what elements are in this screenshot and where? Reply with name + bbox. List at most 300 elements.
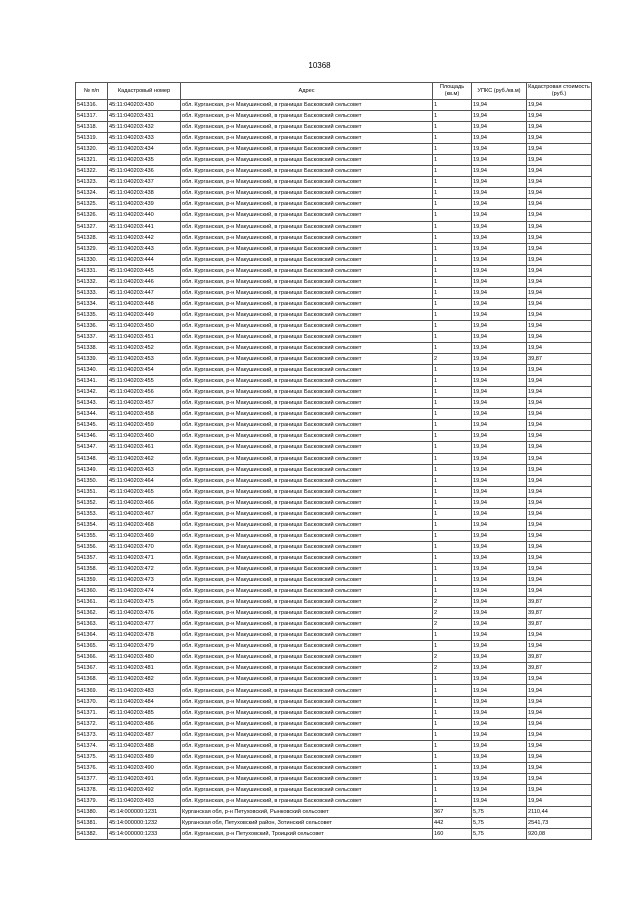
address-cell: обл. Курганская, р-н Макушинский, в границах Басковский сельсовет [181,188,433,199]
cadastral-cost-cell: 19,94 [527,586,592,597]
cadastral-cost-cell: 19,94 [527,298,592,309]
table-row [76,365,592,376]
row-number-cell: 541368. [76,674,108,685]
row-number-cell: 541321. [76,155,108,166]
upks-cell: 19,94 [472,541,527,552]
cadastral-number-cell: 45:11:040203:455 [108,376,181,387]
row-number-cell: 541363. [76,619,108,630]
cadastral-cost-cell: 19,94 [527,784,592,795]
cadastral-number-cell: 45:11:040203:431 [108,111,181,122]
table-row [76,729,592,740]
area-cell: 1 [433,177,472,188]
upks-cell: 19,94 [472,221,527,232]
row-number-cell: 541365. [76,641,108,652]
table-row [76,575,592,586]
row-number-cell: 541342. [76,387,108,398]
row-number-cell: 541380. [76,807,108,818]
address-cell: обл. Курганская, р-н Макушинский, в границах Басковский сельсовет [181,210,433,221]
table-row [76,541,592,552]
table-row [76,431,592,442]
address-cell: обл. Курганская, р-н Макушинский, в границах Басковский сельсовет [181,795,433,806]
address-cell: обл. Курганская, р-н Макушинский, в границах Басковский сельсовет [181,199,433,210]
area-cell: 1 [433,210,472,221]
area-cell: 1 [433,144,472,155]
address-cell: обл. Курганская, р-н Макушинский, в границах Басковский сельсовет [181,497,433,508]
address-cell: обл. Курганская, р-н Макушинский, в границах Басковский сельсовет [181,431,433,442]
cadastral-cost-cell: 19,94 [527,122,592,133]
cadastral-cost-cell: 19,94 [527,641,592,652]
cadastral-value-table [75,82,592,840]
area-cell: 1 [433,243,472,254]
row-number-cell: 541349. [76,464,108,475]
row-number-cell: 541332. [76,276,108,287]
area-cell: 1 [433,762,472,773]
table-row [76,773,592,784]
address-cell: обл. Курганская, р-н Макушинский, в границах Басковский сельсовет [181,309,433,320]
upks-cell: 19,94 [472,254,527,265]
row-number-cell: 541366. [76,652,108,663]
table-row [76,243,592,254]
address-cell: обл. Курганская, р-н Макушинский, в границах Басковский сельсовет [181,773,433,784]
address-cell: обл. Курганская, р-н Макушинский, в границах Басковский сельсовет [181,100,433,111]
row-number-cell: 541373. [76,729,108,740]
row-number-cell: 541372. [76,718,108,729]
cadastral-number-cell: 45:11:040203:448 [108,298,181,309]
row-number-cell: 541319. [76,133,108,144]
table-row [76,829,592,840]
table-row [76,287,592,298]
area-cell: 1 [433,309,472,320]
cadastral-cost-cell: 39,87 [527,619,592,630]
table-row [76,354,592,365]
area-cell: 2 [433,619,472,630]
address-cell: обл. Курганская, р-н Макушинский, в границах Басковский сельсовет [181,398,433,409]
upks-cell: 19,94 [472,519,527,530]
upks-cell: 19,94 [472,707,527,718]
upks-cell: 19,94 [472,243,527,254]
cadastral-cost-cell: 19,94 [527,685,592,696]
page-number: 10368 [308,61,331,70]
cadastral-cost-cell: 19,94 [527,552,592,563]
address-cell: обл. Курганская, р-н Макушинский, в границах Басковский сельсовет [181,144,433,155]
cadastral-cost-cell: 19,94 [527,398,592,409]
row-number-cell: 541325. [76,199,108,210]
cadastral-cost-cell: 19,94 [527,541,592,552]
area-cell: 1 [433,795,472,806]
upks-cell: 19,94 [472,320,527,331]
address-cell: обл. Курганская, р-н Макушинский, в границах Басковский сельсовет [181,331,433,342]
row-number-cell: 541326. [76,210,108,221]
address-cell: обл. Курганская, р-н Макушинский, в границах Басковский сельсовет [181,254,433,265]
row-number-cell: 541334. [76,298,108,309]
address-cell: обл. Курганская, р-н Петуховский, Троицкий сельсовет [181,829,433,840]
address-cell: обл. Курганская, р-н Макушинский, в границах Басковский сельсовет [181,586,433,597]
upks-cell: 19,94 [472,155,527,166]
table-row [76,265,592,276]
cadastral-number-cell: 45:11:040203:436 [108,166,181,177]
cadastral-number-cell: 45:11:040203:488 [108,740,181,751]
cadastral-cost-cell: 19,94 [527,674,592,685]
upks-cell: 19,94 [472,387,527,398]
row-number-cell: 541377. [76,773,108,784]
cadastral-number-cell: 45:11:040203:450 [108,320,181,331]
table-row [76,453,592,464]
upks-cell: 19,94 [472,575,527,586]
address-cell: обл. Курганская, р-н Макушинский, в границах Басковский сельсовет [181,155,433,166]
row-number-cell: 541347. [76,442,108,453]
cadastral-number-cell: 45:11:040203:459 [108,420,181,431]
cadastral-cost-cell: 19,94 [527,387,592,398]
cadastral-number-cell: 45:11:040203:475 [108,597,181,608]
area-cell: 1 [433,320,472,331]
cadastral-cost-cell: 19,94 [527,453,592,464]
area-cell: 1 [433,166,472,177]
row-number-cell: 541370. [76,696,108,707]
cadastral-cost-cell: 19,94 [527,287,592,298]
upks-cell: 19,94 [472,608,527,619]
cadastral-number-cell: 45:11:040203:443 [108,243,181,254]
cadastral-cost-cell: 19,94 [527,519,592,530]
area-cell: 1 [433,464,472,475]
upks-cell: 19,94 [472,298,527,309]
cadastral-cost-cell: 19,94 [527,630,592,641]
cadastral-number-cell: 45:11:040203:457 [108,398,181,409]
cadastral-number-cell: 45:11:040203:479 [108,641,181,652]
cadastral-number-cell: 45:11:040203:478 [108,630,181,641]
address-cell: обл. Курганская, р-н Макушинский, в границах Басковский сельсовет [181,552,433,563]
table-row [76,155,592,166]
address-cell: Курганская обл, р-н Петуховский, Рынковский сельсовет [181,807,433,818]
table-body [76,100,592,840]
cadastral-cost-cell: 19,94 [527,718,592,729]
area-cell: 2 [433,652,472,663]
table-row [76,608,592,619]
upks-cell: 19,94 [472,652,527,663]
address-cell: обл. Курганская, р-н Макушинский, в границах Басковский сельсовет [181,122,433,133]
row-number-cell: 541339. [76,354,108,365]
row-number-cell: 541362. [76,608,108,619]
table-row [76,486,592,497]
area-cell: 1 [433,398,472,409]
row-number-cell: 541329. [76,243,108,254]
upks-cell: 19,94 [472,166,527,177]
row-number-cell: 541320. [76,144,108,155]
area-cell: 1 [433,784,472,795]
cadastral-number-cell: 45:11:040203:433 [108,133,181,144]
upks-cell: 19,94 [472,331,527,342]
table-row [76,144,592,155]
table-row [76,508,592,519]
row-number-cell: 541354. [76,519,108,530]
table-row [76,343,592,354]
address-cell: обл. Курганская, р-н Макушинский, в границах Басковский сельсовет [181,619,433,630]
cadastral-number-cell: 45:11:040203:490 [108,762,181,773]
address-cell: обл. Курганская, р-н Макушинский, в границах Басковский сельсовет [181,641,433,652]
area-cell: 1 [433,265,472,276]
cadastral-cost-cell: 19,94 [527,343,592,354]
cadastral-cost-cell: 920,08 [527,829,592,840]
cadastral-number-cell: 45:11:040203:481 [108,663,181,674]
cadastral-cost-cell: 19,94 [527,508,592,519]
cadastral-cost-cell: 19,94 [527,420,592,431]
row-number-cell: 541317. [76,111,108,122]
area-cell: 1 [433,630,472,641]
area-cell: 1 [433,674,472,685]
cadastral-cost-cell: 19,94 [527,331,592,342]
cadastral-cost-cell: 19,94 [527,740,592,751]
area-cell: 1 [433,431,472,442]
cadastral-number-cell: 45:11:040203:489 [108,751,181,762]
row-number-cell: 541327. [76,221,108,232]
upks-cell: 19,94 [472,685,527,696]
address-cell: обл. Курганская, р-н Макушинский, в границах Басковский сельсовет [181,608,433,619]
cadastral-cost-cell: 19,94 [527,475,592,486]
cadastral-number-cell: 45:11:040203:452 [108,343,181,354]
area-cell: 1 [433,331,472,342]
row-number-cell: 541361. [76,597,108,608]
address-cell: обл. Курганская, р-н Макушинский, в границах Басковский сельсовет [181,453,433,464]
table-row [76,376,592,387]
row-number-cell: 541357. [76,552,108,563]
row-number-cell: 541322. [76,166,108,177]
address-cell: обл. Курганская, р-н Макушинский, в границах Басковский сельсовет [181,376,433,387]
upks-cell: 19,94 [472,188,527,199]
address-cell: обл. Курганская, р-н Макушинский, в границах Басковский сельсовет [181,409,433,420]
area-cell: 2 [433,608,472,619]
row-number-cell: 541343. [76,398,108,409]
upks-cell: 19,94 [472,674,527,685]
upks-cell: 19,94 [472,795,527,806]
row-number-cell: 541328. [76,232,108,243]
table-row [76,464,592,475]
upks-cell: 19,94 [472,729,527,740]
row-number-cell: 541376. [76,762,108,773]
cadastral-number-cell: 45:11:040203:471 [108,552,181,563]
cadastral-cost-cell: 19,94 [527,243,592,254]
address-cell: обл. Курганская, р-н Макушинский, в границах Басковский сельсовет [181,541,433,552]
upks-cell: 19,94 [472,365,527,376]
cadastral-number-cell: 45:11:040203:451 [108,331,181,342]
cadastral-cost-cell: 19,94 [527,309,592,320]
table-row [76,221,592,232]
table-row [76,232,592,243]
cadastral-number-cell: 45:11:040203:480 [108,652,181,663]
cadastral-number-cell: 45:11:040203:435 [108,155,181,166]
address-cell: обл. Курганская, р-н Макушинский, в границах Басковский сельсовет [181,320,433,331]
upks-cell: 19,94 [472,784,527,795]
address-cell: обл. Курганская, р-н Макушинский, в границах Басковский сельсовет [181,486,433,497]
table-row [76,784,592,795]
area-cell: 1 [433,276,472,287]
table-row [76,762,592,773]
row-number-cell: 541318. [76,122,108,133]
cadastral-number-cell: 45:11:040203:440 [108,210,181,221]
upks-cell: 19,94 [472,740,527,751]
area-cell: 1 [433,530,472,541]
row-number-cell: 541375. [76,751,108,762]
cadastral-cost-cell: 19,94 [527,431,592,442]
table-row [76,309,592,320]
cadastral-cost-cell: 39,87 [527,652,592,663]
address-cell: обл. Курганская, р-н Макушинский, в границах Басковский сельсовет [181,221,433,232]
table-row [76,630,592,641]
header-cadastral-number: Кадастровый номер [108,83,181,100]
address-cell: обл. Курганская, р-н Макушинский, в границах Басковский сельсовет [181,530,433,541]
address-cell: обл. Курганская, р-н Макушинский, в границах Басковский сельсовет [181,575,433,586]
cadastral-cost-cell: 19,94 [527,100,592,111]
table-row [76,818,592,829]
cadastral-number-cell: 45:11:040203:472 [108,563,181,574]
cadastral-cost-cell: 39,87 [527,597,592,608]
upks-cell: 19,94 [472,398,527,409]
area-cell: 1 [433,409,472,420]
upks-cell: 19,94 [472,442,527,453]
row-number-cell: 541330. [76,254,108,265]
table-row [76,586,592,597]
row-number-cell: 541369. [76,685,108,696]
address-cell: обл. Курганская, р-н Макушинский, в границах Басковский сельсовет [181,597,433,608]
cadastral-number-cell: 45:11:040203:470 [108,541,181,552]
area-cell: 1 [433,376,472,387]
address-cell: обл. Курганская, р-н Макушинский, в границах Басковский сельсовет [181,674,433,685]
row-number-cell: 541348. [76,453,108,464]
area-cell: 1 [433,232,472,243]
cadastral-number-cell: 45:11:040203:473 [108,575,181,586]
cadastral-cost-cell: 39,87 [527,354,592,365]
upks-cell: 19,94 [472,751,527,762]
cadastral-cost-cell: 19,94 [527,177,592,188]
cadastral-cost-cell: 19,94 [527,276,592,287]
upks-cell: 5,75 [472,818,527,829]
upks-cell: 19,94 [472,552,527,563]
cadastral-number-cell: 45:11:040203:485 [108,707,181,718]
row-number-cell: 541359. [76,575,108,586]
upks-cell: 5,75 [472,829,527,840]
cadastral-cost-cell: 19,94 [527,729,592,740]
upks-cell: 19,94 [472,420,527,431]
upks-cell: 19,94 [472,100,527,111]
cadastral-number-cell: 45:11:040203:434 [108,144,181,155]
cadastral-number-cell: 45:11:040203:482 [108,674,181,685]
row-number-cell: 541356. [76,541,108,552]
area-cell: 1 [433,122,472,133]
upks-cell: 19,94 [472,630,527,641]
table-row [76,685,592,696]
area-cell: 2 [433,663,472,674]
cadastral-number-cell: 45:11:040203:467 [108,508,181,519]
cadastral-number-cell: 45:11:040203:463 [108,464,181,475]
upks-cell: 19,94 [472,497,527,508]
upks-cell: 19,94 [472,111,527,122]
cadastral-cost-cell: 19,94 [527,254,592,265]
upks-cell: 19,94 [472,376,527,387]
area-cell: 1 [433,287,472,298]
area-cell: 1 [433,707,472,718]
cadastral-number-cell: 45:11:040203:432 [108,122,181,133]
table-row [76,795,592,806]
cadastral-cost-cell: 19,94 [527,464,592,475]
address-cell: обл. Курганская, р-н Макушинский, в границах Басковский сельсовет [181,762,433,773]
table-row [76,707,592,718]
area-cell: 1 [433,475,472,486]
table-row [76,409,592,420]
table-row [76,663,592,674]
row-number-cell: 541345. [76,420,108,431]
cadastral-cost-cell: 19,94 [527,133,592,144]
address-cell: обл. Курганская, р-н Макушинский, в границах Басковский сельсовет [181,243,433,254]
area-cell: 1 [433,718,472,729]
cadastral-cost-cell: 19,94 [527,530,592,541]
address-cell: обл. Курганская, р-н Макушинский, в границах Басковский сельсовет [181,166,433,177]
row-number-cell: 541340. [76,365,108,376]
cadastral-number-cell: 45:11:040203:439 [108,199,181,210]
row-number-cell: 541351. [76,486,108,497]
cadastral-cost-cell: 19,94 [527,409,592,420]
area-cell: 1 [433,343,472,354]
address-cell: обл. Курганская, р-н Макушинский, в границах Басковский сельсовет [181,298,433,309]
row-number-cell: 541367. [76,663,108,674]
address-cell: обл. Курганская, р-н Макушинский, в границах Басковский сельсовет [181,652,433,663]
address-cell: обл. Курганская, р-н Макушинский, в границах Басковский сельсовет [181,265,433,276]
cadastral-number-cell: 45:11:040203:474 [108,586,181,597]
area-cell: 1 [433,541,472,552]
address-cell: обл. Курганская, р-н Макушинский, в границах Басковский сельсовет [181,464,433,475]
cadastral-cost-cell: 19,94 [527,155,592,166]
cadastral-number-cell: 45:11:040203:462 [108,453,181,464]
cadastral-number-cell: 45:11:040203:469 [108,530,181,541]
row-number-cell: 541335. [76,309,108,320]
address-cell: обл. Курганская, р-н Макушинский, в границах Басковский сельсовет [181,784,433,795]
cadastral-number-cell: 45:11:040203:446 [108,276,181,287]
row-number-cell: 541364. [76,630,108,641]
cadastral-cost-cell: 2110,44 [527,807,592,818]
area-cell: 2 [433,354,472,365]
cadastral-number-cell: 45:11:040203:477 [108,619,181,630]
cadastral-cost-cell: 19,94 [527,563,592,574]
table-row [76,387,592,398]
table-row [76,497,592,508]
upks-cell: 19,94 [472,265,527,276]
area-cell: 1 [433,111,472,122]
upks-cell: 19,94 [472,122,527,133]
upks-cell: 19,94 [472,232,527,243]
area-cell: 1 [433,199,472,210]
area-cell: 1 [433,188,472,199]
cadastral-cost-cell: 19,94 [527,751,592,762]
address-cell: обл. Курганская, р-н Макушинский, в границах Басковский сельсовет [181,343,433,354]
address-cell: обл. Курганская, р-н Макушинский, в границах Басковский сельсовет [181,475,433,486]
address-cell: обл. Курганская, р-н Макушинский, в границах Басковский сельсовет [181,442,433,453]
address-cell: обл. Курганская, р-н Макушинский, в границах Басковский сельсовет [181,563,433,574]
area-cell: 1 [433,453,472,464]
table-row [76,122,592,133]
table-row [76,320,592,331]
table-row [76,674,592,685]
address-cell: обл. Курганская, р-н Макушинский, в границах Басковский сельсовет [181,630,433,641]
row-number-cell: 541344. [76,409,108,420]
cadastral-cost-cell: 19,94 [527,442,592,453]
address-cell: обл. Курганская, р-н Макушинский, в границах Басковский сельсовет [181,232,433,243]
address-cell: обл. Курганская, р-н Макушинский, в границах Басковский сельсовет [181,707,433,718]
row-number-cell: 541336. [76,320,108,331]
cadastral-cost-cell: 19,94 [527,696,592,707]
area-cell: 160 [433,829,472,840]
cadastral-number-cell: 45:11:040203:491 [108,773,181,784]
cadastral-cost-cell: 19,94 [527,221,592,232]
cadastral-cost-cell: 19,94 [527,497,592,508]
table-row [76,177,592,188]
header-upks: УПКС (руб./кв.м) [472,83,527,100]
